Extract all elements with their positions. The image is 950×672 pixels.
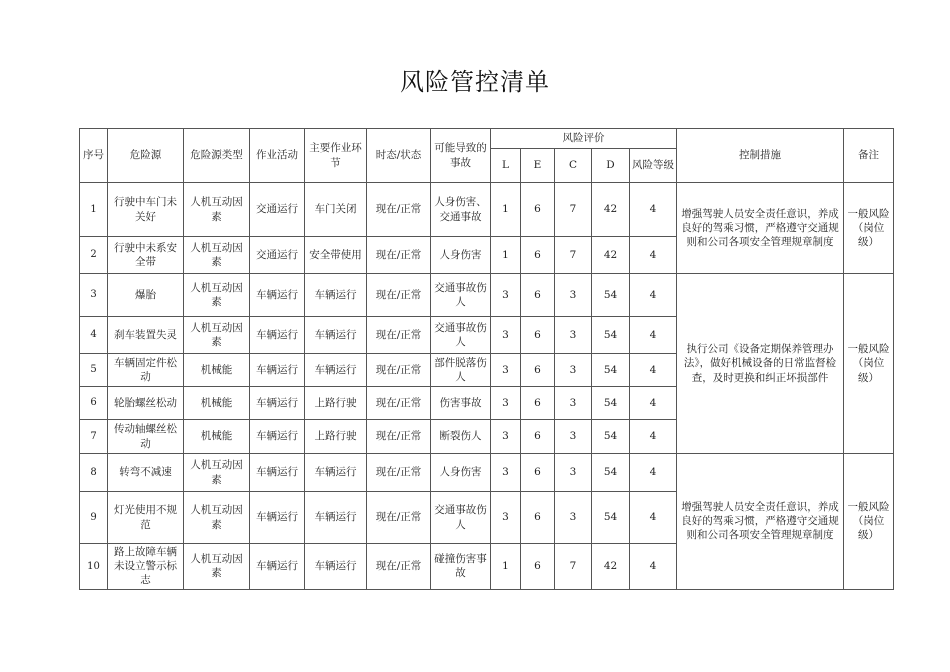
cell-state: 现在/正常	[367, 237, 431, 274]
cell-step: 安全带使用	[305, 237, 367, 274]
cell-c: 7	[555, 237, 592, 274]
cell-type: 机械能	[184, 387, 250, 420]
cell-step: 车辆运行	[305, 317, 367, 354]
cell-level: 4	[630, 454, 677, 492]
cell-activity: 车辆运行	[250, 544, 305, 590]
header-c: C	[555, 149, 592, 183]
cell-d: 54	[592, 274, 630, 317]
cell-step: 车辆运行	[305, 354, 367, 387]
cell-remark: 一般风险（岗位级）	[844, 274, 894, 454]
cell-state: 现在/正常	[367, 183, 431, 237]
cell-state: 现在/正常	[367, 387, 431, 420]
cell-l: 1	[491, 544, 521, 590]
cell-activity: 交通运行	[250, 237, 305, 274]
cell-accident: 碰撞伤害事故	[431, 544, 491, 590]
cell-d: 42	[592, 183, 630, 237]
cell-no: 5	[80, 354, 108, 387]
cell-hazard: 刹车装置失灵	[108, 317, 184, 354]
cell-no: 3	[80, 274, 108, 317]
cell-level: 4	[630, 237, 677, 274]
cell-e: 6	[521, 454, 555, 492]
cell-e: 6	[521, 420, 555, 454]
cell-level: 4	[630, 183, 677, 237]
header-e: E	[521, 149, 555, 183]
cell-accident: 交通事故伤人	[431, 317, 491, 354]
header-remark: 备注	[844, 129, 894, 183]
cell-no: 1	[80, 183, 108, 237]
cell-level: 4	[630, 544, 677, 590]
cell-activity: 交通运行	[250, 183, 305, 237]
cell-step: 车辆运行	[305, 274, 367, 317]
header-activity: 作业活动	[250, 129, 305, 183]
cell-level: 4	[630, 274, 677, 317]
header-accident: 可能导致的事故	[431, 129, 491, 183]
cell-l: 3	[491, 317, 521, 354]
cell-activity: 车辆运行	[250, 387, 305, 420]
cell-l: 3	[491, 354, 521, 387]
cell-measure: 增强驾驶人员安全责任意识，养成良好的驾乘习惯，严格遵守交通规则和公司各项安全管理规章制度	[677, 454, 844, 590]
cell-step: 车辆运行	[305, 544, 367, 590]
cell-no: 2	[80, 237, 108, 274]
cell-d: 54	[592, 420, 630, 454]
cell-no: 9	[80, 492, 108, 544]
table-row	[80, 454, 894, 492]
cell-c: 3	[555, 354, 592, 387]
cell-state: 现在/正常	[367, 420, 431, 454]
cell-accident: 人身伤害、交通事故	[431, 183, 491, 237]
cell-accident: 部件脱落伤人	[431, 354, 491, 387]
cell-e: 6	[521, 387, 555, 420]
cell-e: 6	[521, 492, 555, 544]
cell-hazard: 行驶中未系安全带	[108, 237, 184, 274]
cell-e: 6	[521, 237, 555, 274]
header-hazard: 危险源	[108, 129, 184, 183]
cell-type: 人机互动因素	[184, 544, 250, 590]
cell-c: 3	[555, 454, 592, 492]
cell-no: 7	[80, 420, 108, 454]
cell-c: 7	[555, 544, 592, 590]
cell-d: 54	[592, 317, 630, 354]
header-measure: 控制措施	[677, 129, 844, 183]
cell-c: 3	[555, 420, 592, 454]
cell-level: 4	[630, 387, 677, 420]
header-seq: 序号	[80, 129, 108, 183]
cell-level: 4	[630, 354, 677, 387]
cell-accident: 人身伤害	[431, 237, 491, 274]
cell-hazard: 转弯不减速	[108, 454, 184, 492]
header-risk-evaluation: 风险评价	[491, 129, 677, 149]
header-step: 主要作业环节	[305, 129, 367, 183]
cell-l: 3	[491, 492, 521, 544]
cell-state: 现在/正常	[367, 354, 431, 387]
cell-hazard: 传动轴螺丝松动	[108, 420, 184, 454]
cell-type: 人机互动因素	[184, 274, 250, 317]
cell-activity: 车辆运行	[250, 492, 305, 544]
cell-type: 人机互动因素	[184, 183, 250, 237]
cell-d: 54	[592, 354, 630, 387]
cell-accident: 断裂伤人	[431, 420, 491, 454]
cell-type: 机械能	[184, 420, 250, 454]
cell-hazard: 路上故障车辆未设立警示标志	[108, 544, 184, 590]
cell-step: 车门关闭	[305, 183, 367, 237]
cell-d: 42	[592, 544, 630, 590]
cell-e: 6	[521, 544, 555, 590]
cell-state: 现在/正常	[367, 492, 431, 544]
cell-state: 现在/正常	[367, 454, 431, 492]
cell-no: 6	[80, 387, 108, 420]
cell-hazard: 灯光使用不规范	[108, 492, 184, 544]
cell-c: 3	[555, 387, 592, 420]
cell-no: 10	[80, 544, 108, 590]
cell-accident: 交通事故伤人	[431, 274, 491, 317]
table-row	[80, 274, 894, 317]
cell-activity: 车辆运行	[250, 317, 305, 354]
cell-no: 8	[80, 454, 108, 492]
cell-l: 3	[491, 454, 521, 492]
cell-step: 车辆运行	[305, 492, 367, 544]
cell-state: 现在/正常	[367, 317, 431, 354]
cell-e: 6	[521, 274, 555, 317]
cell-activity: 车辆运行	[250, 354, 305, 387]
cell-c: 3	[555, 492, 592, 544]
cell-l: 1	[491, 237, 521, 274]
cell-step: 上路行驶	[305, 387, 367, 420]
cell-level: 4	[630, 492, 677, 544]
cell-type: 机械能	[184, 354, 250, 387]
cell-type: 人机互动因素	[184, 317, 250, 354]
cell-measure: 增强驾驶人员安全责任意识，养成良好的驾乘习惯，严格遵守交通规则和公司各项安全管理规章制度	[677, 183, 844, 274]
cell-no: 4	[80, 317, 108, 354]
cell-l: 3	[491, 387, 521, 420]
cell-measure: 执行公司《设备定期保养管理办法》，做好机械设备的日常监督检查，及时更换和纠正坏损部件	[677, 274, 844, 454]
cell-remark: 一般风险（岗位级）	[844, 454, 894, 590]
cell-accident: 人身伤害	[431, 454, 491, 492]
cell-state: 现在/正常	[367, 544, 431, 590]
cell-d: 42	[592, 237, 630, 274]
cell-level: 4	[630, 420, 677, 454]
cell-c: 3	[555, 317, 592, 354]
cell-l: 1	[491, 183, 521, 237]
cell-level: 4	[630, 317, 677, 354]
header-d: D	[592, 149, 630, 183]
cell-l: 3	[491, 420, 521, 454]
header-l: L	[491, 149, 521, 183]
cell-type: 人机互动因素	[184, 454, 250, 492]
cell-hazard: 行驶中车门未关好	[108, 183, 184, 237]
header-level: 风险等级	[630, 149, 677, 183]
cell-hazard: 轮胎螺丝松动	[108, 387, 184, 420]
cell-accident: 伤害事故	[431, 387, 491, 420]
cell-step: 车辆运行	[305, 454, 367, 492]
cell-step: 上路行驶	[305, 420, 367, 454]
cell-d: 54	[592, 492, 630, 544]
cell-d: 54	[592, 387, 630, 420]
cell-accident: 交通事故伤人	[431, 492, 491, 544]
cell-activity: 车辆运行	[250, 454, 305, 492]
cell-c: 7	[555, 183, 592, 237]
page-title: 风险管控清单	[400, 68, 550, 96]
cell-e: 6	[521, 354, 555, 387]
risk-control-table	[79, 128, 894, 590]
cell-remark: 一般风险（岗位级）	[844, 183, 894, 274]
table-row	[80, 183, 894, 237]
cell-e: 6	[521, 183, 555, 237]
cell-activity: 车辆运行	[250, 274, 305, 317]
cell-state: 现在/正常	[367, 274, 431, 317]
cell-type: 人机互动因素	[184, 237, 250, 274]
cell-e: 6	[521, 317, 555, 354]
cell-c: 3	[555, 274, 592, 317]
header-hazard-type: 危险源类型	[184, 129, 250, 183]
cell-type: 人机互动因素	[184, 492, 250, 544]
header-state: 时态/状态	[367, 129, 431, 183]
cell-hazard: 车辆固定件松动	[108, 354, 184, 387]
cell-l: 3	[491, 274, 521, 317]
cell-hazard: 爆胎	[108, 274, 184, 317]
cell-d: 54	[592, 454, 630, 492]
cell-activity: 车辆运行	[250, 420, 305, 454]
